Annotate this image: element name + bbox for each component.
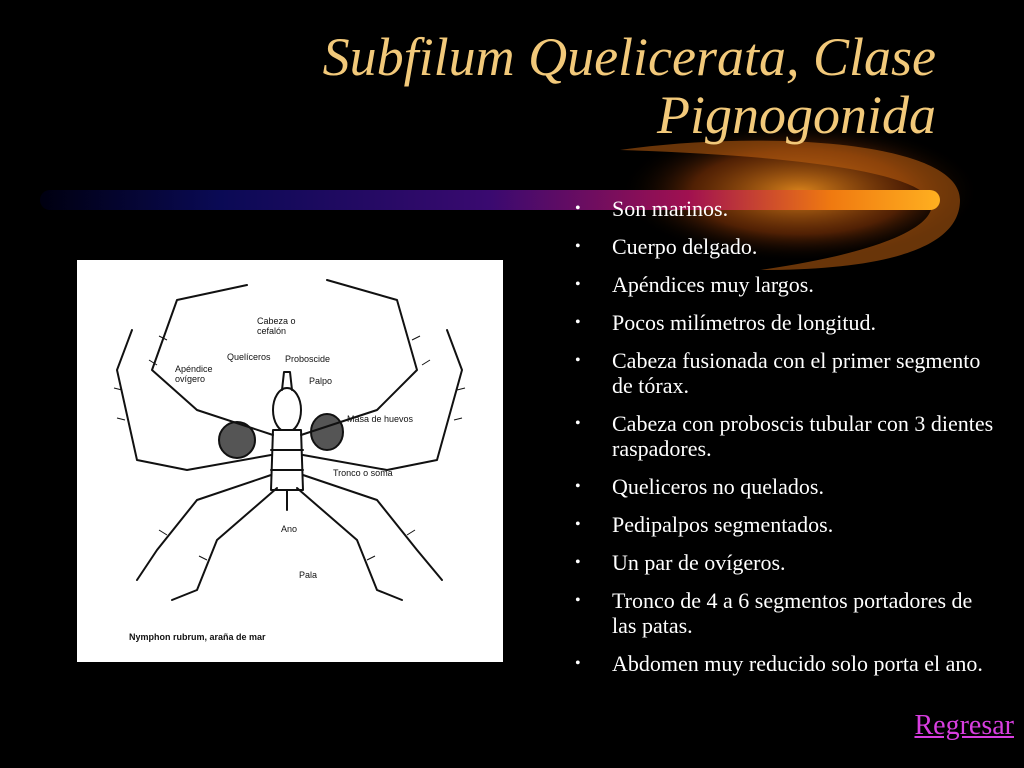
label-queliceros: Quelíceros — [227, 352, 271, 362]
bullet-item — [575, 588, 995, 638]
label-pala: Pala — [299, 570, 318, 580]
bullet-text: Pedipalpos segmentados. — [612, 512, 834, 537]
bullet-list — [575, 196, 995, 689]
bullet-item — [575, 234, 995, 259]
bullet-item — [575, 411, 995, 461]
bullet-dot: • — [575, 592, 581, 609]
bullet-item — [575, 272, 995, 297]
label-apendice: Apéndice ovígero — [175, 364, 213, 384]
label-masa: Masa de huevos — [347, 414, 414, 424]
bullet-text: Tronco de 4 a 6 segmentos portadores de las patas. — [612, 588, 973, 638]
slide-title — [176, 28, 936, 144]
label-tronco: Tronco o soma — [333, 468, 393, 478]
sea-spider-figure — [77, 260, 503, 662]
label-palpo: Palpo — [309, 376, 333, 386]
bullet-item — [575, 310, 995, 335]
bullet-dot: • — [575, 314, 581, 331]
label-ano: Ano — [281, 524, 298, 534]
title-line-2: Pignogonida — [657, 85, 936, 145]
bullet-dot: • — [575, 276, 581, 293]
bullet-dot: • — [575, 238, 581, 255]
bullet-text: Queliceros no quelados. — [612, 474, 824, 499]
bullet-text: Cuerpo delgado. — [612, 234, 758, 259]
bullet-text: Son marinos. — [612, 196, 729, 221]
bullet-text: Un par de ovígeros. — [612, 550, 786, 575]
bullet-item — [575, 474, 995, 499]
bullet-dot: • — [575, 554, 581, 571]
bullet-text: Apéndices muy largos. — [612, 272, 814, 297]
bullet-text: Pocos milímetros de longitud. — [612, 310, 876, 335]
bullet-dot: • — [575, 516, 581, 533]
bullet-dot: • — [575, 200, 581, 217]
bullet-item — [575, 550, 995, 575]
bullet-item — [575, 512, 995, 537]
label-proboscide: Proboscide — [285, 354, 331, 364]
bullet-text: Cabeza fusionada con el primer segmento de tórax. — [612, 348, 981, 398]
bullet-dot: • — [575, 655, 581, 672]
bullet-text: Cabeza con proboscis tubular con 3 dientes raspadores. — [612, 411, 994, 461]
title-line-1: Subfilum Quelicerata, Clase — [322, 27, 936, 87]
bullet-text: Abdomen muy reducido solo porta el ano. — [612, 651, 983, 676]
back-link[interactable]: Regresar — [914, 710, 1014, 741]
label-cabeza: Cabeza o cefalón — [257, 316, 296, 336]
bullet-item — [575, 196, 995, 221]
bullet-dot: • — [575, 415, 581, 432]
figure-caption: Nymphon rubrum, araña de mar — [129, 632, 266, 642]
bullet-dot: • — [575, 478, 581, 495]
bullet-item — [575, 348, 995, 398]
bullet-dot: • — [575, 352, 581, 369]
bullet-item — [575, 651, 995, 676]
